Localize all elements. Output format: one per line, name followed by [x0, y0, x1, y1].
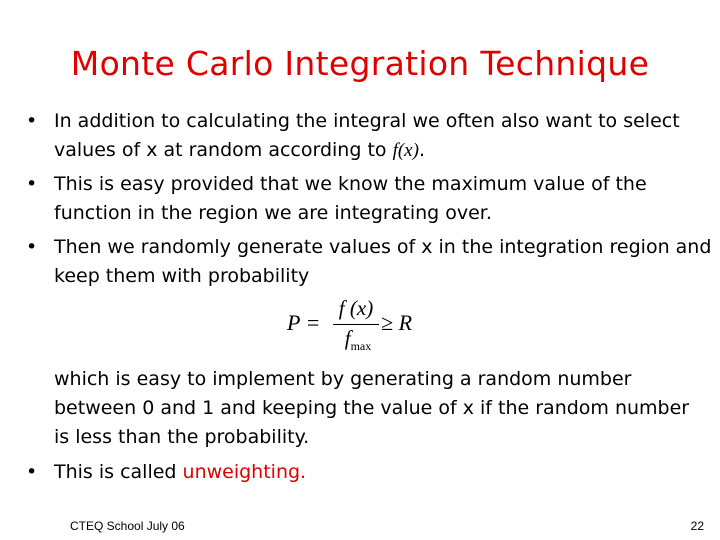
bullet-text	[54, 458, 714, 487]
bullet-marker: •	[26, 236, 38, 258]
footer-text: CTEQ School July 06	[70, 519, 185, 533]
highlighted-term: unweighting.	[182, 461, 307, 483]
bullet-text: Then we randomly generate values of x in the integration region and keep them with probability	[54, 236, 712, 287]
bullet-text: This is easy provided that we know the maximum value of the function in the region we are integrating over.	[54, 173, 647, 224]
bullet-text-part: In addition to calculating the integral we often also want to select values of x at random according to	[54, 110, 680, 161]
formula-lhs: P =	[287, 310, 321, 335]
bullet-marker: •	[26, 110, 38, 132]
bullet-marker: •	[26, 461, 38, 483]
bullet-text-part: .	[418, 139, 425, 161]
function-emphasis: f(x)	[392, 140, 419, 161]
bullet-text-part: This is called	[54, 461, 183, 483]
formula-rhs: ≥ R	[381, 310, 413, 335]
formula-denominator	[333, 326, 383, 354]
bullet-continuation: which is easy to implement by generating a random number between 0 and 1 and keeping the value of x if the random number is less than the probability.	[54, 368, 690, 448]
page-number: 22	[690, 519, 704, 533]
bullet-text	[54, 107, 714, 165]
probability-formula	[287, 296, 427, 356]
slide-title: Monte Carlo Integration Technique	[70, 44, 650, 83]
denominator-subscript: max	[350, 339, 372, 354]
bullet-marker: •	[26, 173, 38, 195]
fraction-bar	[333, 324, 379, 325]
formula-numerator: f (x)	[338, 296, 374, 320]
denominator-symbol: f	[344, 326, 351, 350]
